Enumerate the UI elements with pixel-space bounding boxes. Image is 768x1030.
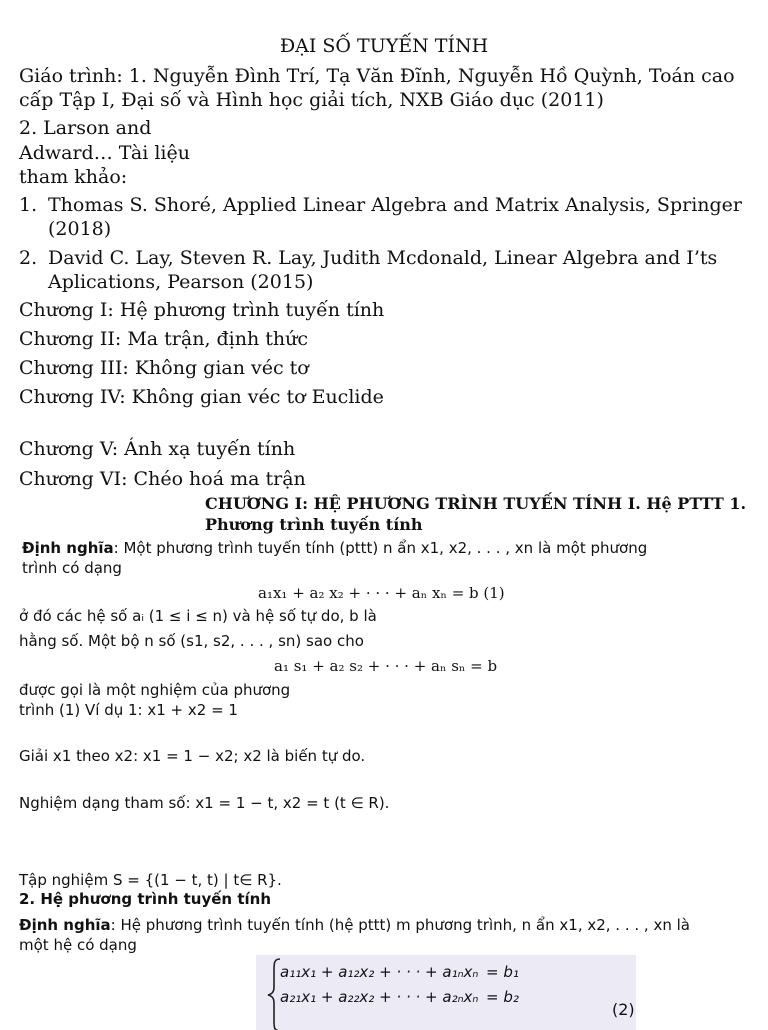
textbook-line: Adward… Tài liệu — [19, 142, 190, 164]
equation-1: a₁x₁ + a₂ x₂ + · · · + aₙ xₙ = b (1) — [258, 584, 505, 602]
section-2-heading: 2. Hệ phương trình tuyến tính — [19, 890, 272, 908]
definition-term: Định nghĩa — [22, 539, 114, 557]
reference-text: Aplications, Pearson (2015) — [48, 271, 314, 293]
textbook-line: cấp Tập I, Đại số và Hình học giải tích, NXB Giáo dục (2011) — [19, 89, 604, 111]
page-title: ĐẠI SỐ TUYẾN TÍNH — [279, 35, 489, 57]
chapter-item: Chương IV: Không gian véc tơ Euclide — [19, 386, 384, 408]
definition-line: hằng số. Một bộ n số (s1, s2, . . . , sn) sao cho — [19, 632, 364, 650]
textbook-line: tham khảo: — [19, 166, 128, 188]
reference-number: 1. — [19, 194, 38, 216]
chapter-item: Chương II: Ma trận, định thức — [19, 328, 309, 350]
textbook-line: Giáo trình: 1. Nguyễn Đình Trí, Tạ Văn Đĩnh, Nguyễn Hồ Quỳnh, Toán cao — [19, 65, 735, 87]
system-row-1-lhs: a₁₁x₁ + a₁₂x₂ + · · · + a₁ₙxₙ — [280, 963, 479, 981]
definition-line: trình có dạng — [22, 559, 122, 577]
chapter-item: Chương VI: Chéo hoá ma trận — [19, 468, 306, 490]
reference-text: (2018) — [48, 218, 112, 240]
equation-label: (2) — [612, 1000, 635, 1019]
reference-text: Thomas S. Shoré, Applied Linear Algebra and Matrix Analysis, Springer — [48, 194, 743, 216]
chapter-item: Chương V: Ánh xạ tuyến tính — [19, 438, 296, 460]
definition-line: trình (1) Ví dụ 1: x1 + x2 = 1 — [19, 701, 238, 719]
example-line: Tập nghiệm S = {(1 − t, t) | t∈ R}. — [19, 871, 282, 889]
system-equations-box — [256, 955, 636, 1030]
chapter-item: Chương I: Hệ phương trình tuyến tính — [19, 299, 385, 321]
definition-line: Định nghĩa: Hệ phương trình tuyến tính (hệ pttt) m phương trình, n ẩn x1, x2, . . . , xn là — [19, 916, 690, 934]
definition-term: Định nghĩa — [19, 916, 111, 934]
textbook-line: 2. Larson and — [19, 117, 152, 139]
section-heading: CHƯƠNG I: HỆ PHƯƠNG TRÌNH TUYẾN TÍNH I. Hệ PTTT 1. — [205, 494, 747, 513]
system-row-1-rhs: = b₁ — [486, 963, 519, 981]
definition-line: được gọi là một nghiệm của phương — [19, 681, 291, 699]
reference-number: 2. — [19, 247, 38, 269]
equation-solution: a₁ s₁ + a₂ s₂ + · · · + aₙ sₙ = b — [274, 657, 498, 675]
definition-line: ở đó các hệ số aᵢ (1 ≤ i ≤ n) và hệ số tự do, b là — [19, 607, 377, 625]
section-heading: Phương trình tuyến tính — [205, 515, 423, 534]
definition-line: Định nghĩa: Một phương trình tuyến tính (pttt) n ẩn x1, x2, . . . , xn là một phương — [22, 539, 648, 557]
system-row-2-rhs: = b₂ — [486, 988, 519, 1006]
reference-text: David C. Lay, Steven R. Lay, Judith Mcdonald, Linear Algebra and I’ts — [48, 247, 718, 269]
definition-line: một hệ có dạng — [19, 936, 137, 954]
example-line: Nghiệm dạng tham số: x1 = 1 − t, x2 = t (t ∈ R). — [19, 794, 390, 812]
example-line: Giải x1 theo x2: x1 = 1 − x2; x2 là biến tự do. — [19, 747, 366, 765]
system-row-2-lhs: a₂₁x₁ + a₂₂x₂ + · · · + a₂ₙxₙ — [280, 988, 479, 1006]
chapter-item: Chương III: Không gian véc tơ — [19, 357, 309, 379]
